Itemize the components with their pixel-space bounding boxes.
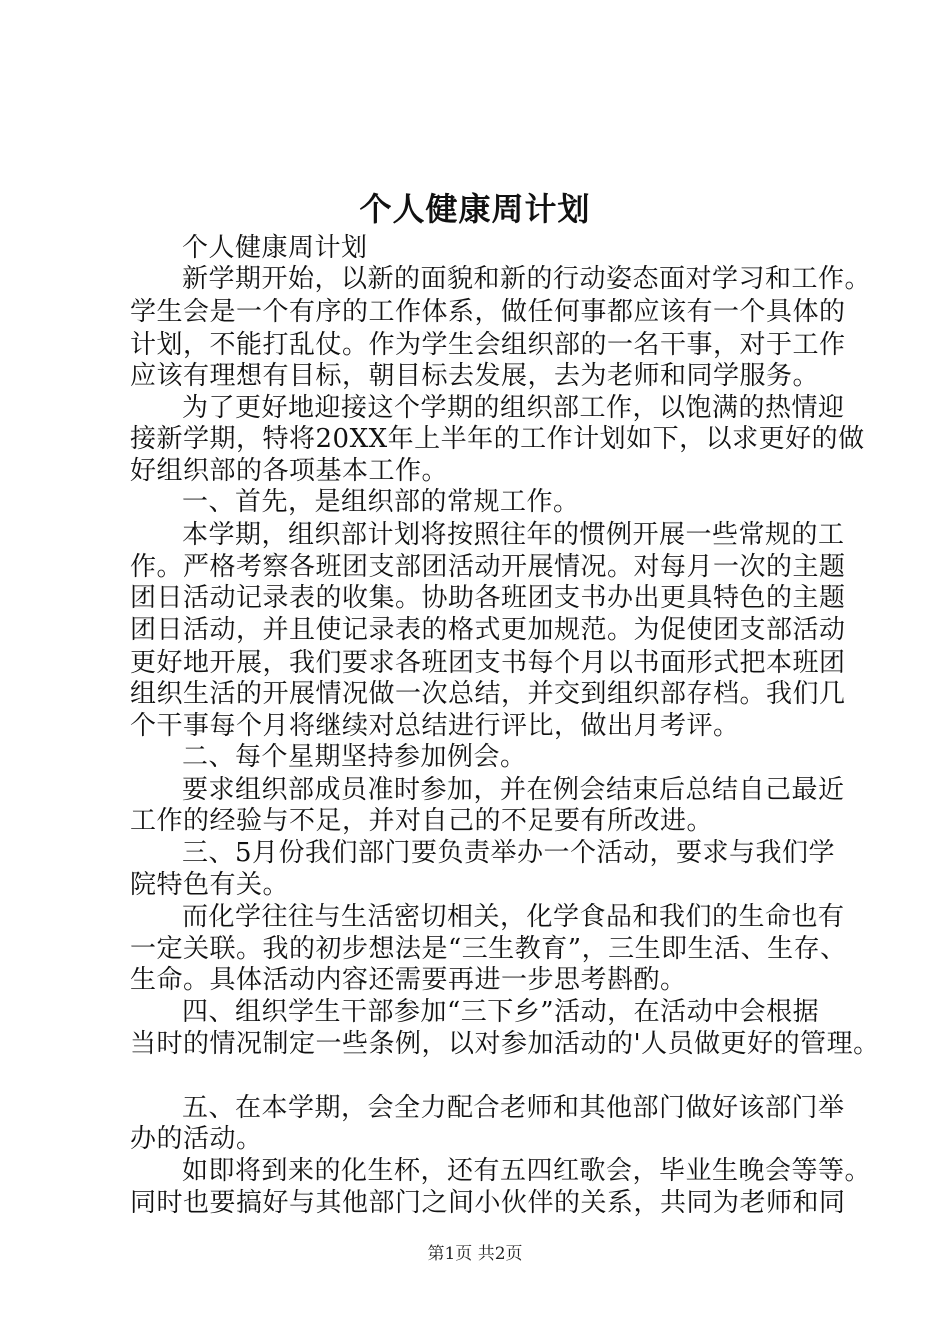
paragraph-line: 更好地开展，我们要求各班团支书每个月以书面形式把本班团 (130, 648, 846, 678)
paragraph-line: 生命。具体活动内容还需要再进一步思考斟酌。 (130, 965, 687, 995)
paragraph-line: 个干事每个月将继续对总结进行评比，做出月考评。 (130, 711, 740, 741)
section-heading: 二、每个星期坚持参加例会。 (182, 742, 527, 772)
subtitle-line: 个人健康周计划 (182, 233, 368, 263)
paragraph-line: 而化学往往与生活密切相关，化学食品和我们的生命也有 (182, 902, 845, 932)
page-number: 第1页 共2页 (427, 1244, 523, 1264)
paragraph-line: 本学期，组织部计划将按照往年的惯例开展一些常规的工 (182, 520, 845, 550)
paragraph-line: 学生会是一个有序的工作体系，做任何事都应该有一个具体的 (130, 297, 846, 327)
paragraph-line: 接新学期，特将20XX年上半年的工作计划如下，以求更好的做 (130, 424, 865, 454)
paragraph-line: 团日活动记录表的收集。协助各班团支书办出更具特色的主题 (130, 583, 846, 613)
paragraph-line: 工作的经验与不足，并对自己的不足要有所改进。 (130, 806, 714, 836)
paragraph-line: 应该有理想有目标，朝目标去发展，去为老师和同学服务。 (130, 361, 820, 391)
section-heading: 一、首先，是组织部的常规工作。 (182, 487, 580, 517)
paragraph-line: 同时也要搞好与其他部门之间小伙伴的关系，共同为老师和同 (130, 1188, 846, 1218)
paragraph-line: 新学期开始，以新的面貌和新的行动姿态面对学习和工作。 (182, 264, 872, 294)
section-heading: 三、5月份我们部门要负责举办一个活动，要求与我们学 (182, 838, 836, 868)
paragraph-line: 一定关联。我的初步想法是“三生教育”，三生即生活、生存、 (130, 934, 847, 964)
paragraph-line: 如即将到来的化生杯，还有五四红歌会，毕业生晚会等等。 (182, 1156, 872, 1186)
paragraph-line: 院特色有关。 (130, 870, 290, 900)
section-heading: 四、组织学生干部参加“三下乡”活动，在活动中会根据 (182, 997, 820, 1027)
paragraph-line: 组织生活的开展情况做一次总结，并交到组织部存档。我们几 (130, 679, 846, 709)
paragraph-line: 为了更好地迎接这个学期的组织部工作，以饱满的热情迎 (182, 393, 845, 423)
paragraph-line: 团日活动，并且使记录表的格式更加规范。为促使团支部活动 (130, 615, 846, 645)
paragraph-line: 计划，不能打乱仗。作为学生会组织部的一名干事，对于工作 (130, 330, 846, 360)
paragraph-line: 好组织部的各项基本工作。 (130, 456, 449, 486)
paragraph-line: 办的活动。 (130, 1124, 263, 1154)
paragraph-line: 要求组织部成员准时参加，并在例会结束后总结自己最近 (182, 775, 845, 805)
paragraph-line: 作。严格考察各班团支部团活动开展情况。对每月一次的主题 (130, 552, 846, 582)
paragraph-line: 当时的情况制定一些条例，以对参加活动的'人员做更好的管理。 (130, 1029, 880, 1059)
section-heading: 五、在本学期，会全力配合老师和其他部门做好该部门举 (182, 1093, 845, 1123)
document-title: 个人健康周计划 (359, 190, 591, 228)
